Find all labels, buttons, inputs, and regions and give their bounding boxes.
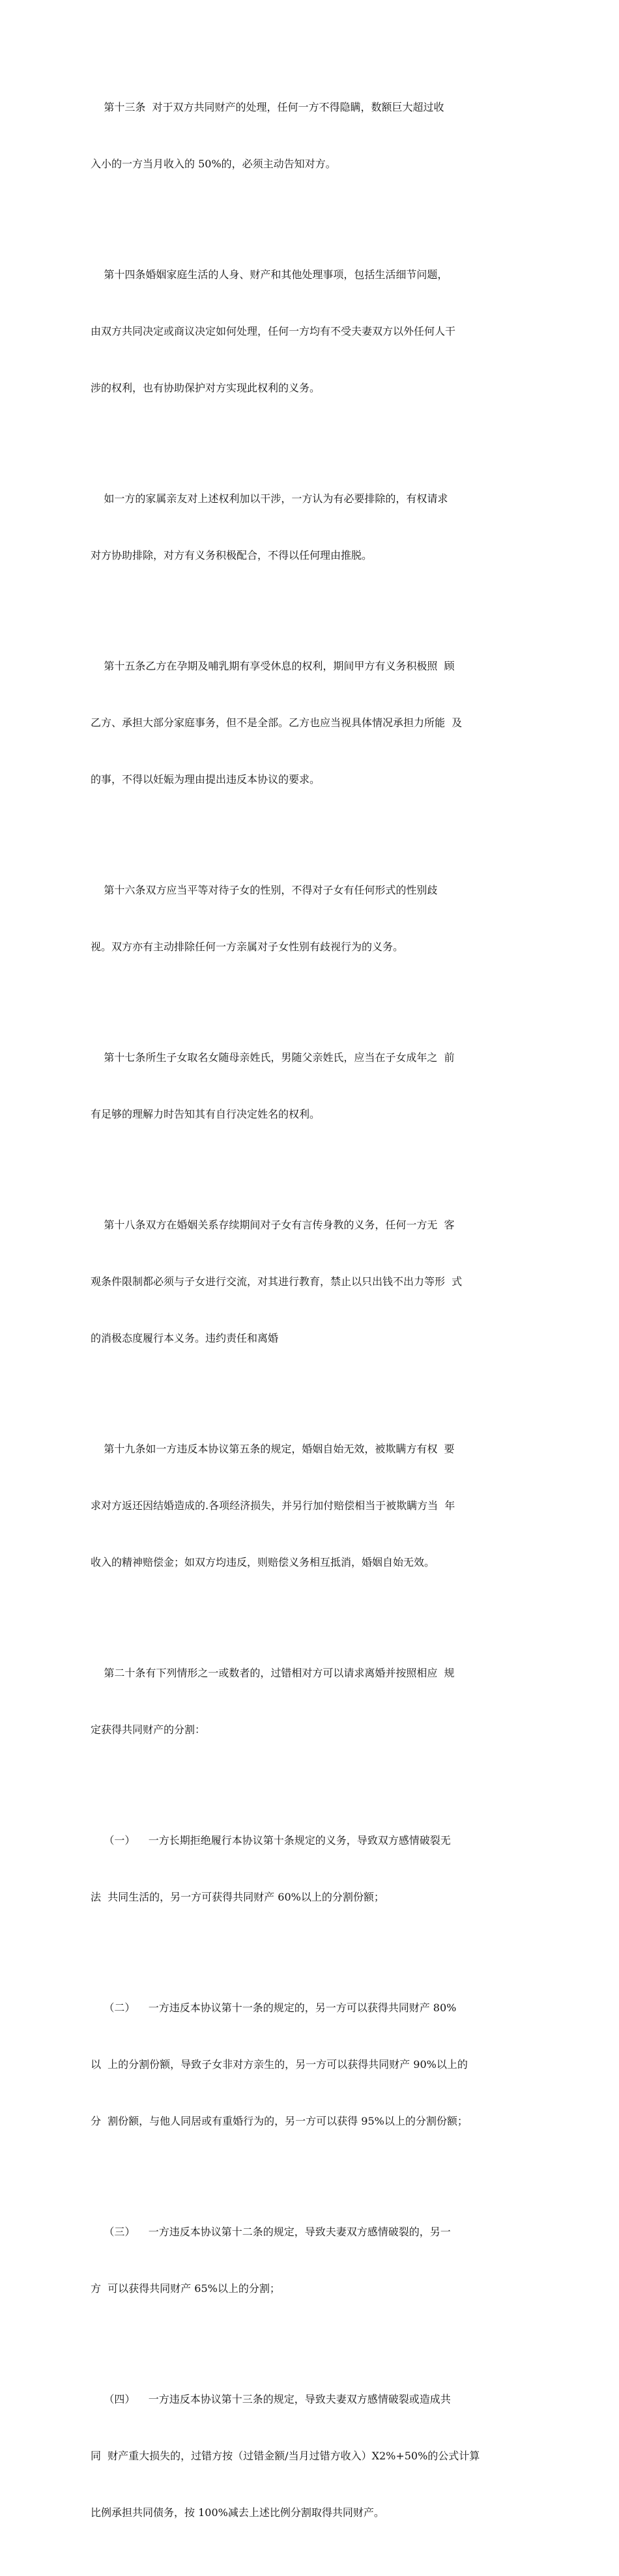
- text-line: 分 割份额，与他人同居或有重婚行为的，另一方可以获得 95%以上的分割份额；: [91, 2115, 468, 2127]
- clause-1-paragraph: [91, 1793, 540, 1944]
- text-line: 求对方返还因结婚造成的.各项经济损失，并另行加付赔偿相当于被欺瞒方当 年: [91, 1499, 455, 1512]
- document-body: [91, 60, 540, 2576]
- text-line: 视。双方亦有主动排除任何一方亲属对子女性别有歧视行为的义务。: [91, 941, 404, 953]
- text-line: 入小的一方当月收入的 50%的，必须主动告知对方。: [91, 158, 336, 170]
- text-line: 定获得共同财产的分割：: [91, 1723, 206, 1736]
- clause-2-paragraph: [91, 1960, 540, 2168]
- clause-4-paragraph: [91, 2352, 540, 2560]
- article-16-paragraph: [91, 843, 540, 994]
- text-line: 方 可以获得共同财产 65%以上的分割；: [91, 2282, 280, 2295]
- text-line: 收入的精神赔偿金；如双方均违反，则赔偿义务相互抵消，婚姻自始无效。: [91, 1556, 435, 1568]
- text-line: 第十四条婚姻家庭生活的人身、财产和其他处理事项，包括生活细节问题，: [91, 268, 448, 281]
- text-line: 涉的权利，也有协助保护对方实现此权利的义务。: [91, 382, 321, 394]
- article-13-paragraph: [91, 60, 540, 211]
- text-line: （二） 一方违反本协议第十一条的规定的，另一方可以获得共同财产 80%: [91, 2002, 457, 2014]
- text-line: 以 上的分割份额，导致子女非对方亲生的，另一方可以获得共同财产 90%以上的: [91, 2058, 468, 2071]
- text-line: 第十三条 对于双方共同财产的处理，任何一方不得隐瞒，数额巨大超过收: [91, 101, 444, 113]
- text-line: 观条件限制都必须与子女进行交流，对其进行教育，禁止以只出钱不出力等形 式: [91, 1275, 463, 1288]
- text-line: 第十五条乙方在孕期及哺乳期有享受休息的权利，期间甲方有义务积极照 顾: [91, 660, 455, 672]
- text-line: 第二十条有下列情形之一或数者的，过错相对方可以请求离婚并按照相应 规: [91, 1667, 455, 1679]
- text-line: （三） 一方违反本协议第十二条的规定，导致夫妻双方感情破裂的，另一: [91, 2226, 451, 2238]
- article-17-paragraph: [91, 1010, 540, 1161]
- article-20-paragraph: [91, 1626, 540, 1777]
- text-line: 如一方的家属亲友对上述权利加以干涉，一方认为有必要排除的，有权请求: [91, 492, 448, 505]
- text-line: （四） 一方违反本协议第十三条的规定，导致夫妻双方感情破裂或造成共: [91, 2393, 451, 2405]
- text-line: 法 共同生活的，另一方可获得共同财产 60%以上的分割份额；: [91, 1891, 384, 1903]
- text-line: （一） 一方长期拒绝履行本协议第十条规定的义务，导致双方感情破裂无: [91, 1834, 451, 1847]
- text-line: 第十九条如一方违反本协议第五条的规定，婚姻自始无效，被欺瞒方有权 要: [91, 1443, 455, 1455]
- text-line: 同 财产重大损失的，过错方按（过错金额/当月过错方收入）X2%+50%的公式计算: [91, 2450, 480, 2462]
- text-line: 第十八条双方在婚姻关系存续期间对子女有言传身教的义务，任何一方无 客: [91, 1219, 455, 1231]
- text-line: 的事，不得以妊娠为理由提出违反本协议的要求。: [91, 773, 321, 786]
- article-15-paragraph: [91, 619, 540, 827]
- text-line: 第十六条双方应当平等对待子女的性别，不得对子女有任何形式的性别歧: [91, 884, 438, 896]
- text-line: 比例承担共同债务，按 100%减去上述比例分割取得共同财产。: [91, 2506, 384, 2519]
- clause-3-paragraph: [91, 2185, 540, 2336]
- text-line: 第十七条所生子女取名女随母亲姓氏，男随父亲姓氏，应当在子女成年之 前: [91, 1051, 455, 1064]
- article-18-paragraph: [91, 1178, 540, 1385]
- text-line: 有足够的理解力时告知其有自行决定姓名的权利。: [91, 1108, 321, 1120]
- text-line: 对方协助排除，对方有义务积极配合，不得以任何理由推脱。: [91, 549, 373, 561]
- text-line: 由双方共同决定或商议决定如何处理，任何一方均有不受夫妻双方以外任何人干: [91, 325, 456, 337]
- interference-paragraph: [91, 451, 540, 602]
- text-line: 乙方、承担大部分家庭事务，但不是全部。乙方也应当视具体情况承担力所能 及: [91, 716, 463, 729]
- article-14-paragraph: [91, 227, 540, 435]
- article-19-paragraph: [91, 1402, 540, 1609]
- text-line: 的消极态度履行本义务。违约责任和离婚: [91, 1332, 279, 1344]
